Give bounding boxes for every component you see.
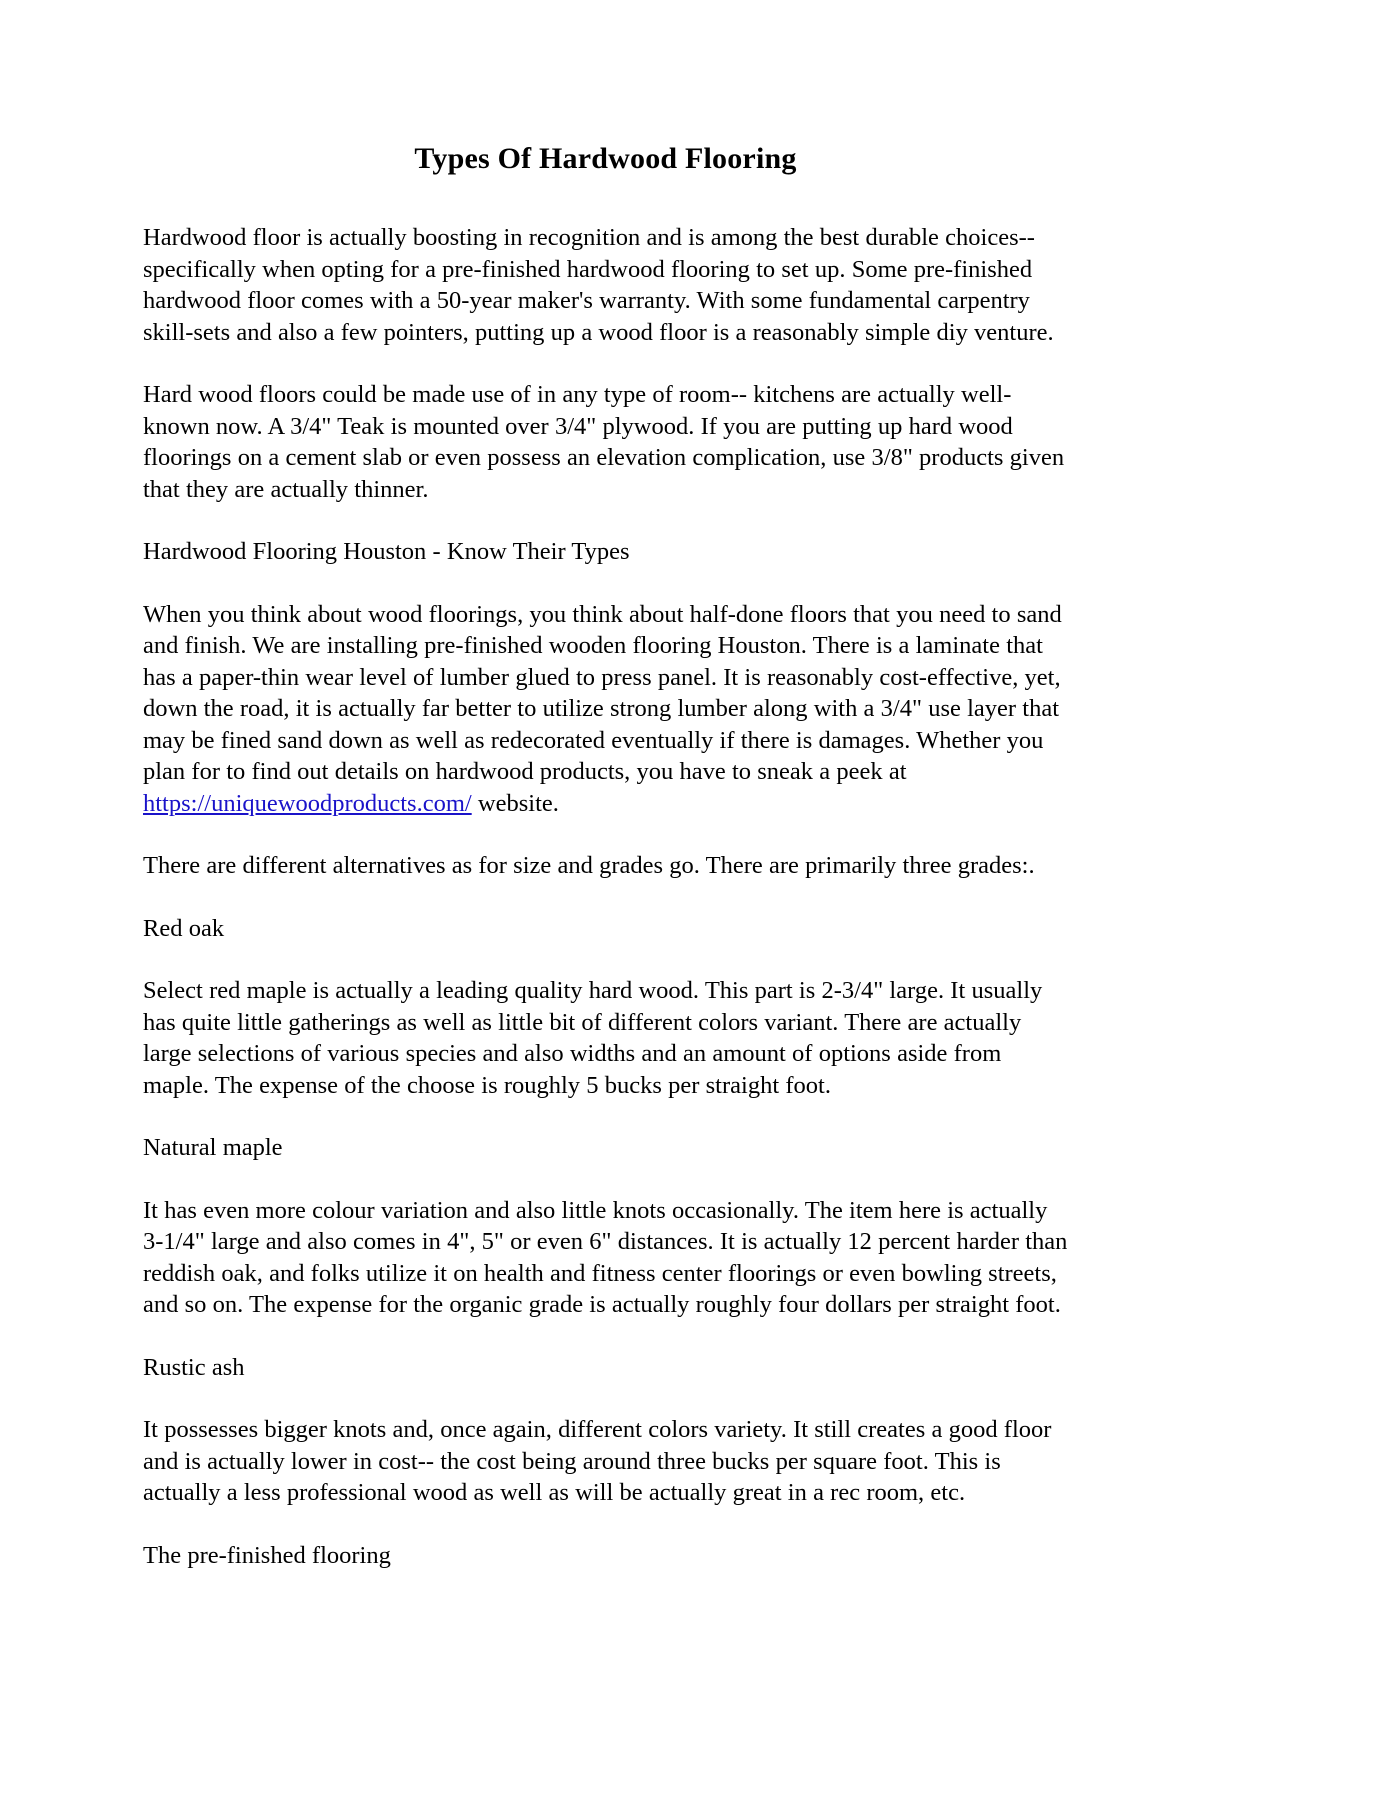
title-spacer bbox=[143, 177, 1068, 222]
heading-natural-maple: Natural maple bbox=[143, 1134, 283, 1161]
heading-rustic-ash: Rustic ash bbox=[143, 1353, 245, 1381]
heading-prefinished-flooring: The pre-finished flooring bbox=[143, 1541, 391, 1569]
paragraph-rooms-and-thickness: Hard wood floors could be made use of in any type of room-- kitchens are actually well-known now. A 3/4" Teak is mounted over 3/4" plywood. If you are putting up hard wood floorings on a cement slab or even possess an elevation complication, use 3/8" products given that they are actually thinner. bbox=[143, 381, 1065, 503]
paragraph-text-after-link: website. bbox=[471, 789, 559, 817]
paragraph-intro: Hardwood floor is actually boosting in recognition and is among the best durable choices-- specifically when opting for a pre-finished hardwood flooring to set up. Some pre-finished hardwood floor comes with a 50-year maker's warranty. With some fundamental carpentry skill-sets and also a few pointers, putting up a wood floor is a reasonably simple diy venture. bbox=[143, 224, 1054, 346]
paragraph-rustic-ash-body: It possesses bigger knots and, once again, different colors variety. It still creates a good floor and is actually lower in cost-- the cost being around three bucks per square foot. This is actually a less professional wood as well as will be actually great in a rec room, etc. bbox=[143, 1416, 1052, 1506]
heading-hardwood-flooring-houston: Hardwood Flooring Houston - Know Their Types bbox=[143, 538, 630, 565]
page-title: Types Of Hardwood Flooring bbox=[414, 142, 797, 175]
paragraph-grades-intro: There are different alternatives as for size and grades go. There are primarily three grades:. bbox=[143, 852, 1035, 879]
paragraph-natural-maple-body: It has even more colour variation and also little knots occasionally. The item here is actually 3-1/4" large and also comes in 4", 5" or even 6" distances. It is actually 12 percent harder than reddish oak, and folks utilize it on health and fitness center floorings or even bowling streets, and so on. The expense for the organic grade is actually roughly four dollars per straight foot. bbox=[143, 1196, 1068, 1318]
heading-red-oak: Red oak bbox=[143, 914, 225, 942]
paragraph-prefinished-laminate bbox=[143, 599, 1068, 820]
paragraph-red-oak-body: Select red maple is actually a leading quality hard wood. This part is 2-3/4" large. It usually has quite little gatherings as well as little bit of different colors variant. There are actually large selections of various species and also widths and an amount of options aside from maple. The expense of the choose is roughly 5 bucks per straight foot. bbox=[143, 977, 1043, 1099]
paragraph-text-before-link: When you think about wood floorings, you think about half-done floors that you need to sand and finish. We are installing pre-finished wooden flooring Houston. There is a laminate that has a paper-thin wear level of lumber glued to press panel. It is reasonably cost-effective, yet, down the road, it is actually far better to utilize strong lumber along with a 3/4" use layer that may be fined sand down as well as redecorated eventually if there is damages. Whether you plan for to find out details on hardwood products, you have to sneak a peek at bbox=[143, 600, 1062, 785]
uniquewoodproducts-link[interactable]: https://uniquewoodproducts.com/ bbox=[143, 789, 472, 817]
document-body bbox=[143, 0, 1068, 1571]
